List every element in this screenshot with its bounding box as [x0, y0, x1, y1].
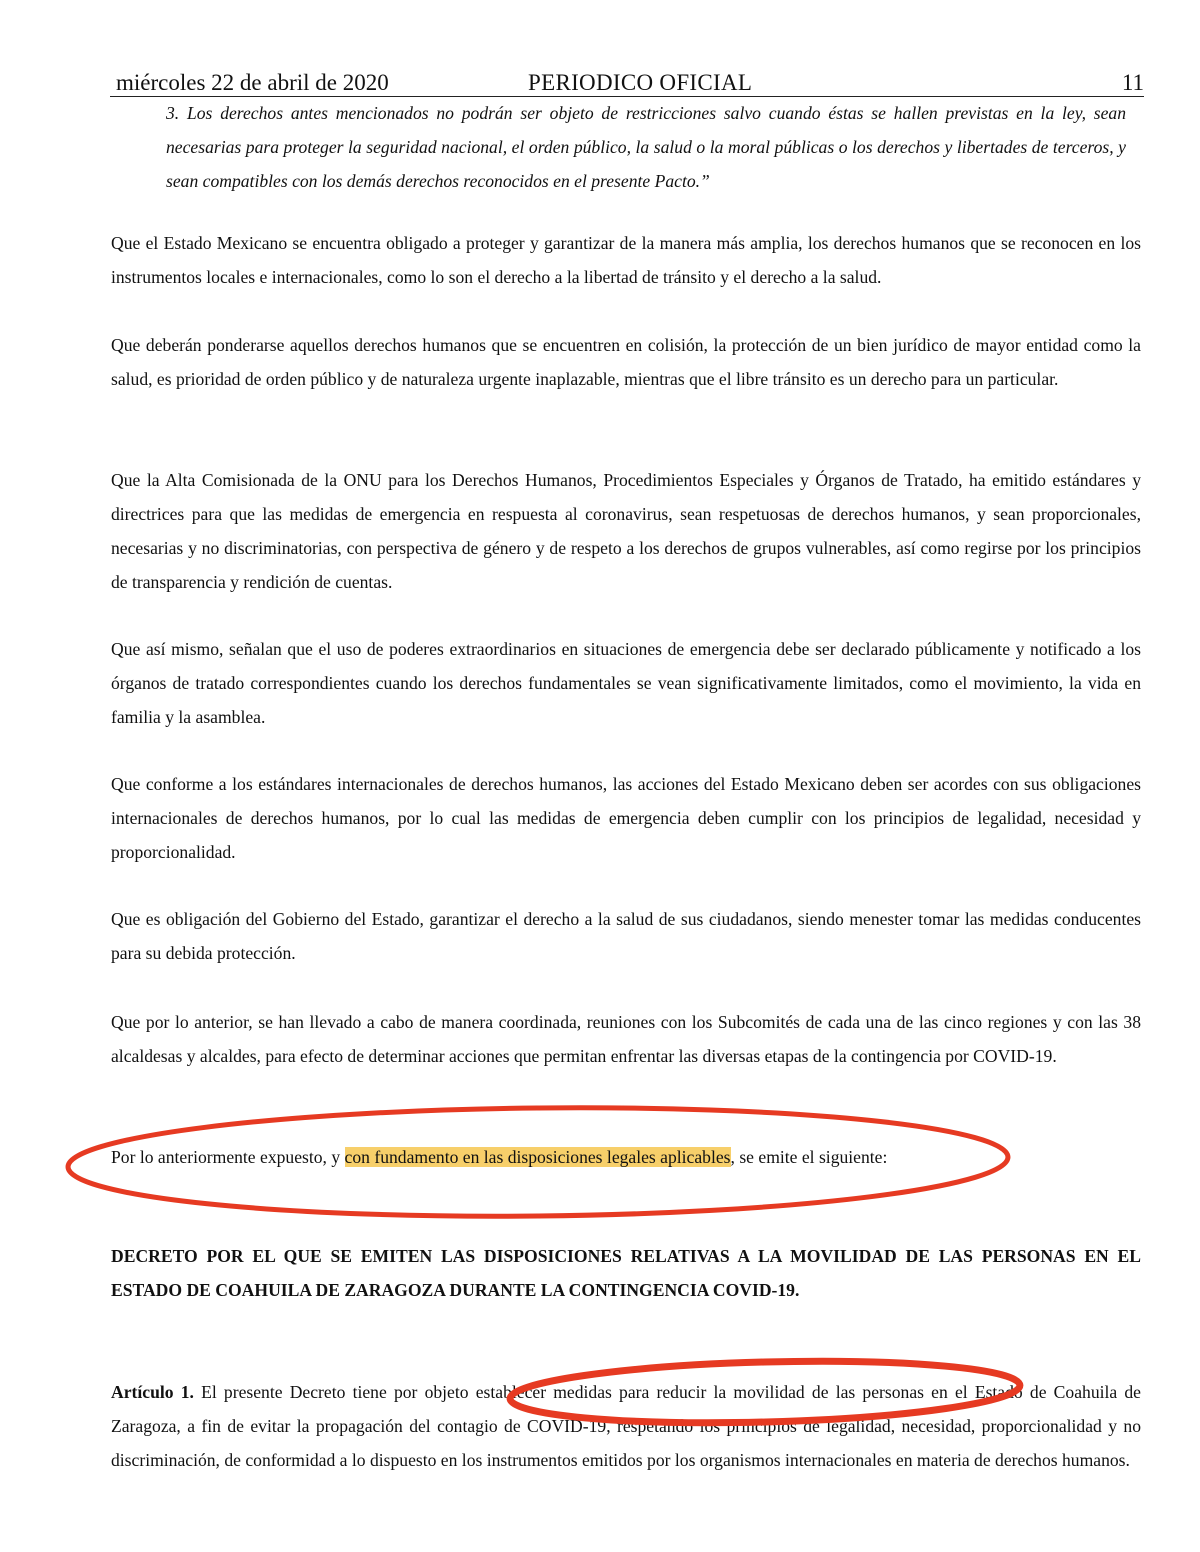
paragraph-2: Que deberán ponderarse aquellos derechos humanos que se encuentren en colisión, la protección de un bien jurídico de mayor entidad como la salud, es prioridad de orden público y de naturaleza urgente inaplazable, mientras que el libre tránsito es un derecho para un particular.	[111, 335, 1141, 389]
header-date: miércoles 22 de abril de 2020	[116, 70, 389, 95]
article-1-label: Artículo 1.	[111, 1382, 194, 1402]
conclusion-paragraph	[111, 1140, 1141, 1174]
highlighted-text: con fundamento en las disposiciones legales aplicables	[344, 1147, 731, 1167]
paragraph-4: Que así mismo, señalan que el uso de poderes extraordinarios en situaciones de emergencia debe ser declarado públicamente y notificado a los órganos de tratado correspondientes cuando los derechos fundamentales se vean significativamente limitados, como el movimiento, la vida en familia y la asamblea.	[111, 639, 1141, 727]
paragraph-5: Que conforme a los estándares internacionales de derechos humanos, las acciones del Estado Mexicano deben ser acordes con sus obligaciones internacionales de derechos humanos, por lo cual las medidas de emergencia deben cumplir con los principios de legalidad, necesidad y proporcionalidad.	[111, 774, 1141, 862]
article-1	[111, 1375, 1141, 1477]
header-title: PERIODICO OFICIAL	[528, 70, 753, 95]
conclusion-after: , se emite el siguiente:	[730, 1147, 888, 1167]
paragraph-1: Que el Estado Mexicano se encuentra obligado a proteger y garantizar de la manera más amplia, los derechos humanos que se reconocen en los instrumentos locales e internacionales, como lo son el derecho a la libertad de tránsito y el derecho a la salud.	[111, 233, 1141, 287]
page-number: 11	[1121, 70, 1144, 95]
paragraph-6: Que es obligación del Gobierno del Estado, garantizar el derecho a la salud de sus ciudadanos, siendo menester tomar las medidas conducentes para su debida protección.	[111, 909, 1141, 963]
page-header	[110, 70, 1144, 97]
decree-title: DECRETO POR EL QUE SE EMITEN LAS DISPOSICIONES RELATIVAS A LA MOVILIDAD DE LAS PERSONAS EN EL ESTADO DE COAHUILA DE ZARAGOZA DURANTE LA CONTINGENCIA COVID-19.	[111, 1246, 1141, 1300]
article-1-text: El presente Decreto tiene por objeto establecer medidas para reducir la movilidad de las personas en el Estado de Coahuila de Zaragoza, a fin de evitar la propagación del contagio de COVID-19, respetando los principios de legalidad, necesidad, proporcionalidad y no discriminación, de conformidad a lo dispuesto en los instrumentos emitidos por los organismos internacionales en materia de derechos humanos.	[111, 1382, 1141, 1470]
conclusion-before: Por lo anteriormente expuesto, y	[111, 1147, 345, 1167]
paragraph-7: Que por lo anterior, se han llevado a cabo de manera coordinada, reuniones con los Subcomités de cada una de las cinco regiones y con las 38 alcaldesas y alcaldes, para efecto de determinar acciones que permitan enfrentar las diversas etapas de la contingencia por COVID-19.	[111, 1012, 1141, 1066]
paragraph-3: Que la Alta Comisionada de la ONU para los Derechos Humanos, Procedimientos Especiales y Órganos de Tratado, ha emitido estándares y directrices para que las medidas de emergencia en respuesta al coronavirus, sean respetuosas de derechos humanos, y sean proporcionales, necesarias y no discriminatorias, con perspectiva de género y de respeto a los derechos de grupos vulnerables, así como regirse por los principios de transparencia y rendición de cuentas.	[111, 470, 1141, 592]
quoted-article: 3. Los derechos antes mencionados no podrán ser objeto de restricciones salvo cuando éstas se hallen previstas en la ley, sean necesarias para proteger la seguridad nacional, el orden público, la salud o la moral públicas o los derechos y libertades de terceros, y sean compatibles con los demás derechos reconocidos en el presente Pacto.”	[166, 103, 1126, 191]
